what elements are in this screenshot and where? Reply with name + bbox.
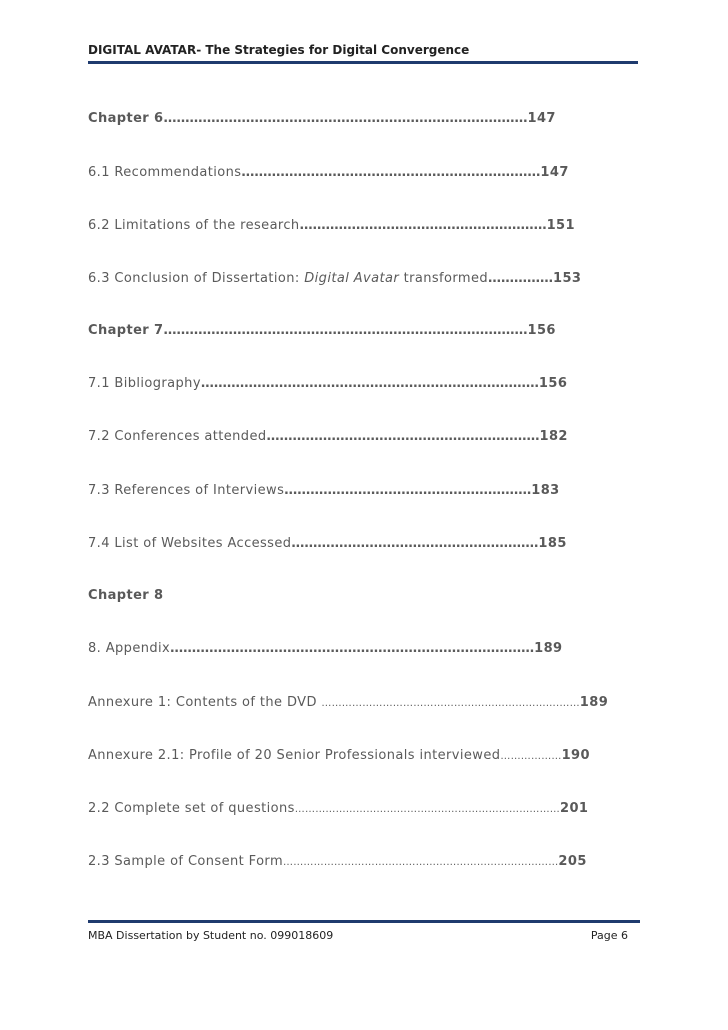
toc-page-number: 190 bbox=[561, 748, 590, 763]
toc-leader-dots: ……………………………………………………………………… bbox=[283, 857, 559, 868]
toc-page-number: 189 bbox=[579, 695, 609, 710]
toc-entry-2-2[interactable] bbox=[88, 800, 588, 819]
toc-leader-dots: ………………………………………………… bbox=[291, 536, 539, 551]
toc-entry-7-1[interactable] bbox=[88, 375, 567, 393]
toc-entry-8-appendix[interactable] bbox=[88, 640, 562, 658]
toc-entry-annexure-1[interactable] bbox=[88, 694, 608, 713]
toc-leader-dots: …………………………………………………………………… bbox=[200, 376, 539, 391]
toc-label: 2.2 Complete set of questions bbox=[88, 801, 295, 816]
toc-leader-dots: ………………………………………………… bbox=[299, 218, 547, 233]
toc-chapter-8[interactable] bbox=[88, 587, 164, 605]
toc-entry-2-3[interactable] bbox=[88, 853, 587, 872]
toc-page-number: 205 bbox=[558, 854, 587, 869]
toc-label-post: transformed bbox=[399, 271, 489, 286]
toc-page-number: 182 bbox=[539, 429, 568, 444]
toc-entry-6-1[interactable] bbox=[88, 164, 569, 182]
toc-page-number: 185 bbox=[538, 536, 567, 551]
toc-leader-dots: ………………………………………………… bbox=[284, 483, 532, 498]
toc-leader-dots: …………… bbox=[488, 271, 554, 286]
toc-label: 7.2 Conferences attended bbox=[88, 429, 267, 444]
page-footer bbox=[88, 920, 640, 942]
toc-chapter-7[interactable] bbox=[88, 322, 556, 340]
toc-page-number: 153 bbox=[553, 271, 582, 286]
toc-chapter-6[interactable] bbox=[88, 110, 556, 128]
toc-leader-dots: ……………………………………………………… bbox=[266, 429, 540, 444]
toc-label: Annexure 1: Contents of the DVD bbox=[88, 695, 322, 710]
toc-entry-6-2[interactable] bbox=[88, 217, 575, 235]
toc-page-number: 147 bbox=[527, 111, 556, 126]
toc-page-number: 189 bbox=[534, 641, 563, 656]
toc-leader-dots: …………………………………………………………………… bbox=[294, 804, 560, 815]
toc-leader-dots: …………………………………………………………… bbox=[241, 165, 541, 180]
toc-leader-dots: ………………………………………………………………………… bbox=[163, 111, 528, 126]
toc-label: 7.3 References of Interviews bbox=[88, 483, 285, 498]
toc-label: 2.3 Sample of Consent Form bbox=[88, 854, 284, 869]
toc-label: 6.2 Limitations of the research bbox=[88, 218, 300, 233]
header-title: DIGITAL AVATAR- The Strategies for Digital Convergence bbox=[88, 43, 470, 57]
toc-label: 6.1 Recommendations bbox=[88, 165, 242, 180]
toc-entry-7-3[interactable] bbox=[88, 482, 560, 500]
toc-label: 7.4 List of Websites Accessed bbox=[88, 536, 292, 551]
toc-label-pre: 6.3 Conclusion of Dissertation: bbox=[88, 271, 305, 286]
toc-page-number: 201 bbox=[560, 801, 589, 816]
toc-leader-dots: ………………………………………………………………………… bbox=[170, 641, 535, 656]
toc-page-number: 156 bbox=[527, 323, 556, 338]
toc-page-number: 183 bbox=[531, 483, 560, 498]
toc-label: Chapter 8 bbox=[88, 588, 164, 603]
toc-entry-annexure-2-1[interactable] bbox=[88, 747, 590, 766]
page-header bbox=[88, 43, 638, 64]
footer-page-number: Page 6 bbox=[590, 929, 628, 942]
toc-page-number: 151 bbox=[546, 218, 575, 233]
toc-label: Chapter 7 bbox=[88, 323, 164, 338]
toc-leader-dots: ………………………………………………………………………… bbox=[163, 323, 528, 338]
toc-label-italic: Digital Avatar bbox=[304, 271, 400, 286]
toc-page-number: 147 bbox=[540, 165, 569, 180]
toc-entry-7-4[interactable] bbox=[88, 535, 567, 553]
footer-student-info: MBA Dissertation by Student no. 099018609 bbox=[88, 929, 334, 942]
toc-leader-dots: …………………………………………………………….…… bbox=[321, 698, 580, 709]
toc-page-number: 156 bbox=[538, 376, 568, 391]
toc-label: Chapter 6 bbox=[88, 111, 164, 126]
toc-entry-7-2[interactable] bbox=[88, 428, 568, 446]
toc-label: 7.1 Bibliography bbox=[88, 376, 201, 391]
toc-label: Annexure 2.1: Profile of 20 Senior Professionals interviewed bbox=[88, 748, 501, 763]
toc-leader-dots: ……………… bbox=[500, 751, 562, 762]
toc-label: 8. Appendix bbox=[88, 641, 171, 656]
toc-entry-6-3[interactable] bbox=[88, 270, 581, 288]
